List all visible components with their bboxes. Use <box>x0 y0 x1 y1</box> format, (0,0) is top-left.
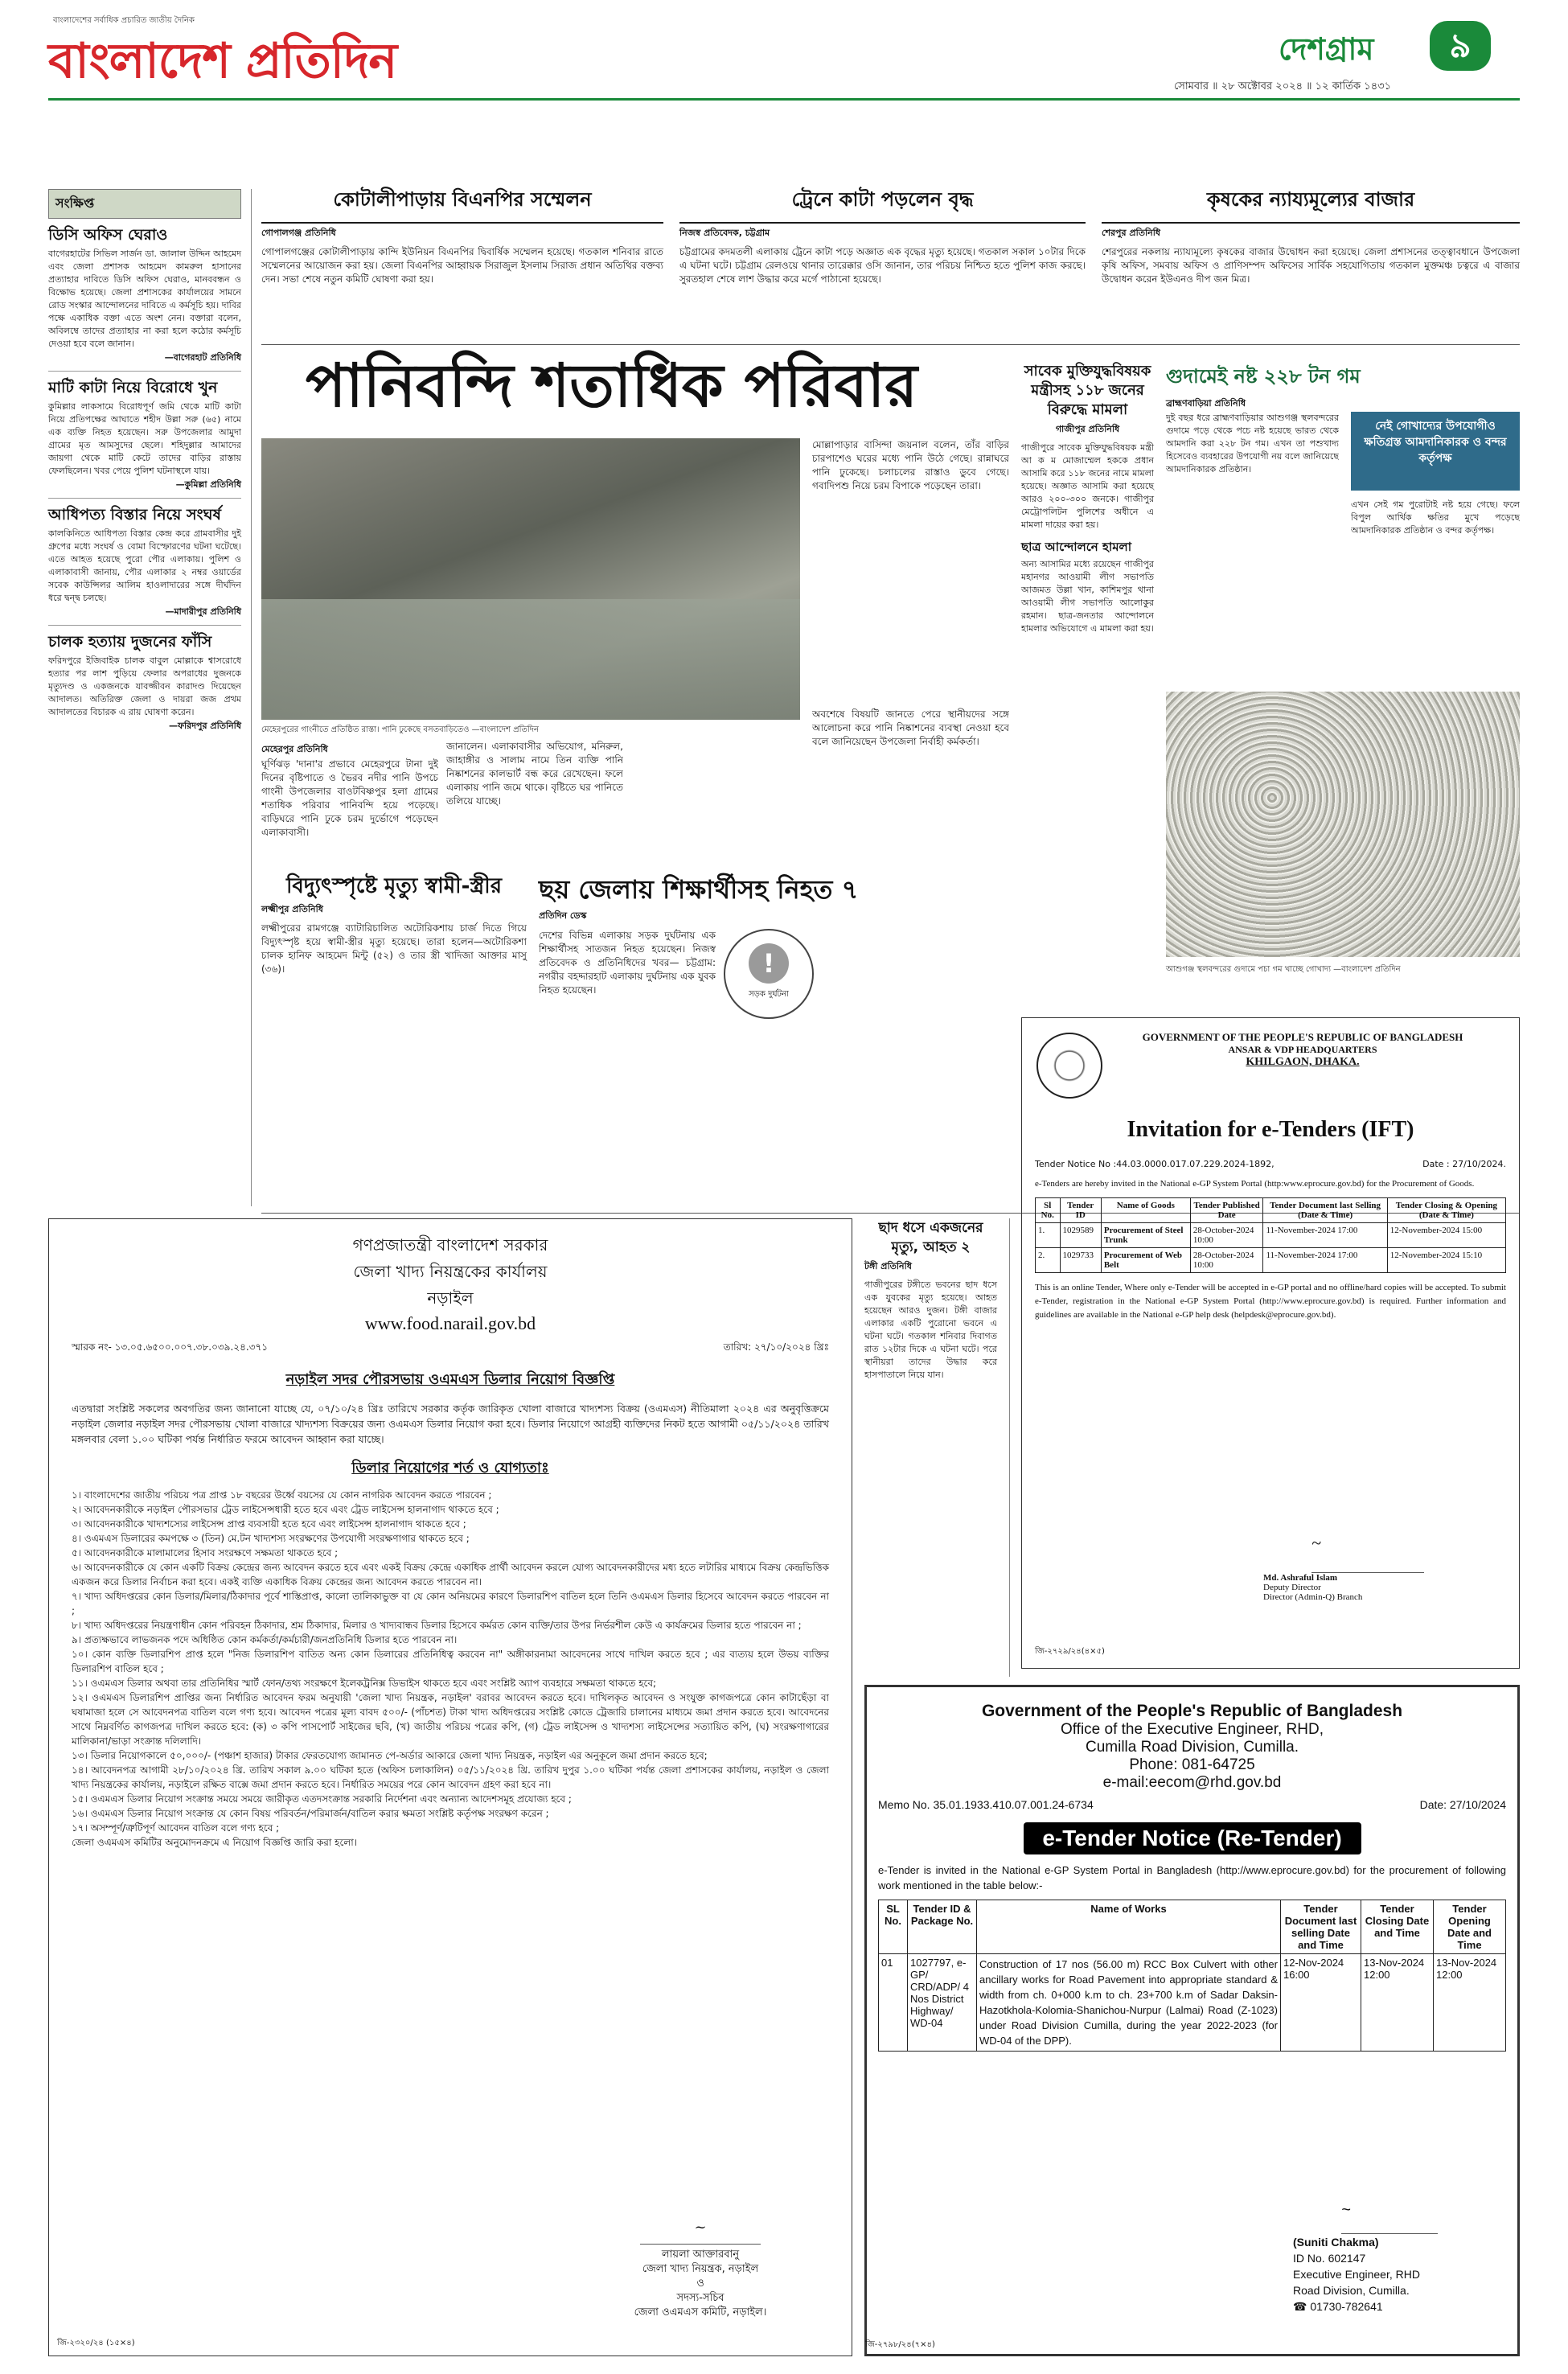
six-district-title: ছয় জেলায় শিক্ষার্থীসহ নিহত ৭ <box>539 874 859 905</box>
food-ad-memo: স্মারক নং- ১৩.০৫.৬৫০০.০০৭.৩৮.০৩৯.২৪.৩৭১ <box>72 1341 269 1353</box>
table-header: Tender Published Date <box>1190 1198 1263 1223</box>
table-header: Tender ID <box>1060 1198 1101 1223</box>
lead-photo-caption: মেহেরপুরের গাংনীতে প্রতিষ্ঠিত রাস্তা। পানি ঢুকেছে বসতবাড়িতেও —বাংলাদেশ প্রতিদিন <box>261 725 540 734</box>
phone-icon: ☎ <box>1293 2300 1311 2313</box>
article-body: শেরপুরের নকলায় ন্যায্যমূল্যে কৃষকের বাজার উদ্বোধন করা হয়েছে। জেলা প্রশাসনের তত্ত্বাবধানে উপজেলা কৃষি অফিস, সমবায় অফিস ও প্রাণিসম্পদ অফিসের সার্বিক সহযোগিতায় গতকাল মুক্তমঞ্চ চত্বরে এ বাজার উদ্বোধন করেন ইউএনও দীপ জন মিত্র। <box>1102 246 1520 285</box>
side-story-subtitle: ছাত্র আন্দোলনে হামলা <box>1021 540 1132 554</box>
article-byline: গোপালগঞ্জ প্রতিনিধি <box>261 228 336 238</box>
gom-highlight-box <box>1351 412 1520 491</box>
flood-water <box>261 599 800 720</box>
ad-code: জি-২৭২৯/২৪(৪×৫) <box>1035 1647 1105 1656</box>
table-cell: 1. <box>1036 1223 1061 1248</box>
rhd-office: Office of the Executive Engineer, RHD, <box>1060 1721 1324 1738</box>
condition-item: ১৭। অসম্পূর্ণ/ত্রুটিপূর্ণ আবেদন বাতিল বলে গণ্য হবে ; <box>72 1822 280 1834</box>
brief-title: ডিসি অফিস ঘেরাও <box>48 226 168 244</box>
ift-table <box>1035 1197 1506 1273</box>
ift-intro: e-Tenders are hereby invited in the National e-GP System Portal (http:www.eprocure.gov.bd) for the Procurement of Goods. <box>1035 1179 1475 1189</box>
table-header-row <box>879 1900 1506 1954</box>
food-ad-memo-row <box>72 1341 829 1357</box>
electro-title: বিদ্যুৎস্পৃষ্টে মৃত্যু স্বামী-স্ত্রীর <box>285 874 503 898</box>
food-ad-signature <box>572 2220 829 2320</box>
signer-phone: 01730-782641 <box>1310 2300 1383 2313</box>
table-cell: Procurement of Web Belt <box>1101 1248 1190 1273</box>
rhd-title-text: e-Tender Notice (Re-Tender) <box>1042 1826 1342 1850</box>
roof-body: গাজীপুরের টঙ্গীতে ভবনের ছাদ ধসে এক যুবকের মৃত্যু হয়েছে। আহত হয়েছেন আরও দুজন। টঙ্গী বাজার এলাকার একটি পুরোনো ভবনে এ ঘটনা ঘটে। গতকাল শনিবার দিবাগত রাত ১২টার দিকে এ ঘটনা ঘটে। পরে স্থানীয়রা তাদের উদ্ধার করে হাসপাতালে নিয়ে যান। <box>864 1279 997 1380</box>
ift-place: KHILGAON, DHAKA. <box>1246 1056 1360 1068</box>
condition-item: ৮। খাদ্য অধিদপ্তরের নিয়ন্ত্রণাধীন কোন পরিবহন ঠিকাদার, শ্রম ঠিকাদার, মিলার ও খাদ্যবান্ধব ডিলার হিসেবে কর্মরত কোন ব্যক্তি/তার উপর নির্ভরশীল কেউ এ কার্যক্রমের ডিলার হতে পারবেন না ; <box>72 1620 802 1631</box>
signer-title: Executive Engineer, RHD <box>1293 2268 1420 2281</box>
sidebar-divider <box>251 189 252 1206</box>
condition-item: ৪। ওএমএস ডিলারের কমপক্ষে ৩ (তিন) মে.টন খাদ্যশস্য সংরক্ষণের উপযোগী সংরক্ষণাগার থাকতে হবে ; <box>72 1533 470 1544</box>
table-cell: 28-October-2024 10:00 <box>1190 1248 1263 1273</box>
gom-title: গুদামেই নষ্ট ২২৮ টন গম <box>1166 365 1361 388</box>
table-header: Name of Goods <box>1101 1198 1190 1223</box>
rhd-title <box>1024 1822 1361 1854</box>
rhd-date: Date: 27/10/2024 <box>1419 1798 1506 1811</box>
page-number: ৯ <box>1449 26 1472 65</box>
condition-item: জেলা ওএমএস কমিটির অনুমোদনক্রমে এ নিয়োগ বিজ্ঞপ্তি জারি করা হলো। <box>72 1837 358 1848</box>
signer-title: Deputy Director <box>1263 1583 1321 1592</box>
gom-byline: ব্রাহ্মণবাড়িয়া প্রতিনিধি <box>1166 398 1246 409</box>
rhd-memo: Memo No. 35.01.1933.410.07.001.24-6734 <box>878 1798 1094 1811</box>
ift-hq: ANSAR & VDP HEADQUARTERS <box>1228 1044 1377 1055</box>
signer-and: ও <box>696 2277 704 2290</box>
signer-name: (Suniti Chakma) <box>1293 2236 1379 2249</box>
brief-column <box>48 189 241 1206</box>
brief-header <box>48 189 241 219</box>
signer-name: Md. Ashraful Islam <box>1263 1573 1337 1583</box>
brief-header-text: সংক্ষিপ্ত <box>55 195 95 211</box>
table-cell: 01 <box>879 1954 908 2052</box>
section-label: দেশগ্রাম <box>1279 31 1374 67</box>
article-title: কৃষকের ন্যায্যমূল্যের বাজার <box>1102 185 1520 224</box>
gom-story <box>1166 362 1520 997</box>
masthead-rule <box>48 98 1520 101</box>
brief-title: চালক হত্যায় দুজনের ফাঁসি <box>48 633 212 651</box>
ift-date: Date : 27/10/2024. <box>1422 1159 1506 1169</box>
signer-id: ID No. 602147 <box>1293 2252 1366 2265</box>
brief-title: মাটি কাটা নিয়ে বিরোধে খুন <box>48 379 218 396</box>
table-header: SL No. <box>879 1900 908 1954</box>
ad-code: জি-২৭৯৮/২৪(৭×৪) <box>865 2340 935 2349</box>
accident-badge <box>724 929 814 1019</box>
table-cell: Construction of 17 nos (56.00 m) RCC Box Culvert with other ancillary works for Road Pavement into appropriate standard & width from ch. 0+000 k.m to ch. 23+700 k.m of Sadar Daksin-Hazotkhola-Kolomia-Shanichou-Nurpur (Lalmai) Road (Z-1023) under Road Division Cumilla, during the year 2022-2023 (for WD-04 of the DPP). <box>977 1954 1281 2052</box>
signature-mark: ~ <box>640 2220 761 2245</box>
condition-item: ১০। কোন ব্যক্তি ডিলারশিপ প্রাপ্ত হলে "নিজ ডিলারশিপ বাতিত অন্য কোন ডিলারের প্রতিনিধিত্ব করবেন না" অঙ্গীকারনামা আবেদনের সাথে দাখিল করতে হবে ; এর ব্যত্যয় হলে উভয় ব্যক্তির ডিলারশিপ বাতিল হবে ; <box>72 1649 829 1674</box>
article-body: চট্টগ্রামের কদমতলী এলাকায় ট্রেনে কাটা পড়ে অজ্ঞাত এক বৃদ্ধের মৃত্যু হয়েছে। গতকাল সকাল ১০টার দিকে এ ঘটনা ঘটে। চট্টগ্রাম রেলওয়ে থানার তারেক্কার ওসি জানান, তার পরিচয় নিশ্চিত হতে পুলিশ কাজ করছে। সুরতহাল শেষে লাশ উদ্ধার করে মর্গে পাঠানো হয়েছে। <box>679 246 1086 285</box>
six-district-body: দেশের বিভিন্ন এলাকায় সড়ক দুর্ঘটনায় এক শিক্ষার্থীসহ সাতজন নিহত হয়েছেন। নিজস্ব প্রতিবেদক ও প্রতিনিধিদের খবর— চট্টগ্রাম: নগরীর বহদ্দারহাট এলাকায় দুর্ঘটনায় এক যুবক নিহত হয়েছেন। <box>539 930 716 996</box>
rhd-signature <box>1293 2202 1510 2314</box>
signature-mark: ~ <box>1311 1533 1424 1573</box>
electro-body: লক্ষ্মীপুরের রামগঞ্জে ব্যাটারিচালিত অটোরিকশায় চার্জ দিতে গিয়ে বিদ্যুৎস্পৃষ্ট হয়ে স্বামী-স্ত্রীর মৃত্যু হয়েছে। তারা হলেন—অটোরিকশা চালক হানিফ আহমেদ মিন্টু (৫২) ও তার স্ত্রী খাদিজা আক্তার মাসু (৩৬)। <box>261 922 527 975</box>
article-byline: শেরপুর প্রতিনিধি <box>1102 228 1161 238</box>
accident-badge-label: সড়ক দুর্ঘটনা <box>749 990 789 999</box>
brief-item <box>48 505 241 626</box>
table-cell: 13-Nov-2024 12:00 <box>1434 1954 1506 2052</box>
top-article <box>1102 185 1520 338</box>
article-title: ট্রেনে কাটা পড়লেন বৃদ্ধ <box>679 185 1086 224</box>
table-cell: 12-November-2024 15:10 <box>1387 1248 1505 1273</box>
ift-notice: Tender Notice No :44.03.0000.017.07.229.2024-1892, <box>1035 1159 1275 1169</box>
condition-item: ৫। আবেদনকারীকে মালামালের হিসাব সংরক্ষণে সক্ষমতা থাকতে হবে ; <box>72 1547 339 1559</box>
ift-signature <box>1263 1533 1504 1602</box>
food-ad <box>48 1218 852 2356</box>
condition-item: ১৪। আবেদনপত্র আগামী ২৮/১০/২০২৪ খ্রি. তারিখ সকাল ৯.০০ ঘটিকা হতে (অফিস চলাকালিন) ০৫/১১/২০২৪ খ্রি. তারিখ দুপুর ১.০০ ঘটিকা পর্যন্ত জেলা প্রশাসকের কার্যালয়, নড়াইল ও জেলা খাদ্য নিয়ন্ত্রকের কার্যালয়, নড়াইলে রক্ষিত বাক্সে জমা প্রদান করতে হবে। নির্ধারিত সময়ের পরে কোন আবেদন গ্রহণ করা হবে না। <box>72 1764 829 1790</box>
signer-committee: জেলা ওএমএস কমিটি, নড়াইল। <box>634 2306 767 2319</box>
top-article <box>679 185 1086 338</box>
brief-byline: —মাদারীপুর প্রতিনিধি <box>165 606 241 617</box>
ift-gov: GOVERNMENT OF THE PEOPLE'S REPUBLIC OF BANGLADESH <box>1142 1031 1463 1043</box>
food-ad-web: www.food.narail.gov.bd <box>364 1313 536 1333</box>
lead-col: অবশেষে বিষয়টি জানতে পেরে স্থানীয়দের সঙ্গে আলোচনা করে পানি নিষ্কাশনের ব্যবস্থা নেওয়া হবে বলে জানিয়েছেন উপজেলা নির্বাহী কর্মকর্তা। <box>812 709 1009 747</box>
condition-item: ১১। ওএমএস ডিলার অথবা তার প্রতিনিধির স্মার্ট ফোন/তথ্য সংরক্ষণে ইলেকট্রনিক্স ডিভাইস থাকতে হবে এবং সংশ্লিষ্ট অ্যাপ ব্যবহারে সক্ষমতা থাকতে হবে; <box>72 1678 657 1689</box>
column-divider <box>1009 1218 1010 1677</box>
table-row <box>1036 1223 1506 1248</box>
table-cell: 2. <box>1036 1248 1061 1273</box>
brief-body: কালকিনিতে আধিপত্য বিস্তার কেন্দ্র করে গ্রামবাসীর দুই গ্রুপের মধ্যে সংঘর্ষ ও বোমা বিস্ফোরণের ঘটনা ঘটেছে। এতে আহত হয়েছে পুরো পৌর এলাকায়। পুলিশ ও এলাকাবাসী জানায়, পৌর এলাকার ২ নম্বর ওয়ার্ডের সবেক কাউন্সিলর আলিম হাওলাদারের সঙ্গে দীর্ঘদিন ধরে দ্বন্দ্ব চলছে। <box>48 528 241 603</box>
signer-name: লায়লা আক্তারবানু <box>661 2249 740 2261</box>
table-cell: 1027797, e-GP/ CRD/ADP/ 4 Nos District Highway/ WD-04 <box>908 1954 977 2052</box>
food-ad-intro: এতদ্বারা সংশ্লিষ্ট সকলের অবগতির জন্য জানানো যাচ্ছে যে, ০৭/১০/২৪ খ্রিঃ তারিখে সরকার কর্তৃক জারিকৃত খোলা বাজারে খাদ্যশস্য বিক্রয় (ওএমএস) নীতিমালা ২০২৪ এর অনুবৃত্তিক্রমে নড়াইল জেলার নড়াইল সদর পৌরসভায় খোলা বাজারে খাদ্যশস্য বিক্রয়ের জন্য ওএমএস ডিলার নিয়োগ করা হবে। ডিলার নিয়োগে আগ্রহী ব্যক্তিদের নিকট হতে আগামী ০৫/১১/২০২৪ তারিখ মঙ্গলবার বেলা ১.০০ ঘটিকা পর্যন্ত নির্ধারিত ফরমে আবেদন আহ্বান করা যাচ্ছে। <box>72 1403 829 1445</box>
roof-byline: টঙ্গী প্রতিনিধি <box>864 1261 912 1271</box>
brief-item <box>48 225 241 372</box>
table-header: Name of Works <box>977 1900 1281 1954</box>
gom-photo <box>1166 692 1520 957</box>
side-story-subbody: অন্য আসামির মধ্যে রয়েছেন গাজীপুর মহানগর আওয়ামী লীগ সভাপতি আজমত উল্লা খান, কাশিমপুর থানা আওয়ামী লীগ সভাপতি আলোকুর রহমান। ছাত্র-জনতার আন্দোলনে হামলার অভিযোগে এ মামলা করা হয়। <box>1021 559 1154 634</box>
six-district-story <box>539 873 1009 1210</box>
table-cell: 1029589 <box>1060 1223 1101 1248</box>
signer-title: জেলা খাদ্য নিয়ন্ত্রক, নড়াইল <box>642 2263 759 2275</box>
food-ad-office: জেলা খাদ্য নিয়ন্ত্রকের কার্যালয় <box>353 1262 548 1281</box>
food-ad-conditions <box>72 1488 829 1850</box>
article-body: গোপালগঞ্জের কোটালীপাড়ায় কান্দি ইউনিয়ন বিএনপির দ্বিবার্ষিক সম্মেলন হয়েছে। গতকাল শনিবার রাতে সম্মেলনের আয়োজন করা হয়। জেলা বিএনপির আহ্বায়ক সিরাজুল ইসলাম সিরাজ প্রধান অতিথির বক্তব্য দেন। সভা শেষে নতুন কমিটি ঘোষণা করা হয়। <box>261 246 663 285</box>
electro-story <box>261 873 527 1210</box>
condition-item: ৬। আবেদনকারীকে যে কোন একটি বিক্রয় কেন্দ্রের জন্য আবেদন করতে হবে এবং একই বিক্রয় কেন্দ্রে একাধিক প্রার্থী আবেদন করলে যোগ্য আবেদনকারীদের মধ্য হতে লটারির মাধ্যমে বিক্রয় কেন্দ্রভিত্তিক একজন করে ডিলার নির্বাচন করা হবে। একই ব্যক্তি একাধিক বিক্রয় কেন্দ্রের জন্য আবেদন করতে পারবেন না। <box>72 1562 829 1587</box>
article-title: কোটালীপাড়ায় বিএনপির সম্মেলন <box>261 185 663 224</box>
ift-title: Invitation for e-Tenders (IFT) <box>1127 1117 1414 1142</box>
ift-notice-row <box>1035 1159 1506 1169</box>
lead-col: মোল্লাপাড়ার বাসিন্দা জয়নাল বলেন, তাঁর বাড়ির চারপাশেও ঘরের মধ্যে পানি উঠে গেছে। রান্নাঘরে পানি ঢুকেছে। চলাচলের রাস্তাও ডুবে গেছে। গবাদিপশু নিয়ে চরম বিপাকে পড়েছেন তারা। <box>812 439 1009 491</box>
rhd-gov: Government of the People's Republic of Bangladesh <box>981 1702 1403 1720</box>
masthead-logo <box>48 24 396 88</box>
condition-item: ৯। প্রত্যক্ষভাবে লাভজনক পদে অধিষ্ঠিত কোন কর্মকর্তা/কর্মচারী/জনপ্রতিনিধি ডিলার হতে পারবেন না। <box>72 1634 458 1645</box>
brief-body: কুমিল্লার লাকসামে বিরোধপূর্ণ জমি থেকে মাটি কাটা নিয়ে প্রতিপক্ষের আঘাতে শহীদ উল্লা সরু (৬৫) নামে এক ব্যক্তি নিহত হয়েছেন। সরু উপজেলার আমুদা গ্রামের মৃত আমসুদের ছেলে। শহিদুল্লার আমাদের জায়গা থেকে মাটি কেটে তাদের বাড়ির রাস্তায় ফেলছিলেন। খবর পেয়ে পুলিশ ঘটনাস্থলে যায়। <box>48 401 241 476</box>
rhd-ad <box>864 1685 1520 2356</box>
gom-photo-caption: আশুগঞ্জ স্থলবন্দরের গুদামে পচা গম খাচ্ছে গোখাদ্য —বাংলাদেশ প্রতিদিন <box>1166 965 1401 974</box>
food-ad-place: নড়াইল <box>427 1288 474 1308</box>
logo-text: বাংলাদেশ প্রতিদিন <box>48 33 397 89</box>
signature-mark: ~ <box>1341 2202 1438 2234</box>
lead-col: জানালেন। এলাকাবাসীর অভিযোগ, মনিরুল, জাহাঙ্গীর ও সালাম নামে তিন ব্যক্তি পানি নিষ্কাশনের কালভার্ট বন্ধ করে রেখেছেন। ফলে এলাকায় পানি জমে থাকে। বৃষ্টিতে ঘর পানিতে তলিয়ে যাচ্ছে। <box>446 741 623 807</box>
table-header: Tender Document last Selling (Date & Time) <box>1263 1198 1387 1223</box>
brief-body: ফরিদপুরে ইজিবাইক চালক বাবুল মোল্লাকে শ্বাসরোধে হত্যার পর লাশ পুড়িয়ে ফেলার অপরাধের দুজনকে মৃত্যুদণ্ড ও একজনকে যাবজ্জীবন কারাদণ্ড দিয়েছেন আদালত। অতিরিক্ত জেলা ও দায়রা জজ প্রথম আদালতের বিচারক এ রায় ঘোষণা করেন। <box>48 655 241 717</box>
ift-ad <box>1021 1017 1520 1669</box>
table-cell: 12-Nov-2024 16:00 <box>1281 1954 1361 2052</box>
top-article <box>261 185 663 338</box>
issue-date: সোমবার ॥ ২৮ অক্টোবর ২০২৪ ॥ ১২ কার্তিক ১৪৩১ <box>1174 80 1392 92</box>
brief-title: আধিপত্য বিস্তার নিয়ে সংঘর্ষ <box>48 506 221 524</box>
condition-item: ১৬। ওএমএস ডিলার নিয়োগ সংক্রান্ত যে কোন বিষয় পরিবর্তন/পরিমার্জন/বাতিল করার ক্ষমতা সংশ্লিষ্ট কর্তৃপক্ষ সংরক্ষণ করেন ; <box>72 1808 549 1819</box>
lead-headline: পানিবন্দি শতাধিক পরিবার <box>306 351 917 421</box>
electro-byline: লক্ষ্মীপুর প্রতিনিধি <box>261 904 323 914</box>
food-ad-notice-title: নড়াইল সদর পৌরসভায় ওএমএস ডিলার নিয়োগ বিজ্ঞপ্তি <box>285 1371 615 1388</box>
brief-byline: —কুমিল্লা প্রতিনিধি <box>175 479 241 490</box>
table-header: Tender Closing & Opening (Date & Time) <box>1387 1198 1505 1223</box>
table-cell: 11-November-2024 17:00 <box>1263 1223 1387 1248</box>
signer-phone-row <box>1293 2298 1510 2314</box>
article-byline: নিজস্ব প্রতিবেদক, চট্টগ্রাম <box>679 228 770 238</box>
table-cell: 13-Nov-2024 12:00 <box>1361 1954 1434 2052</box>
table-header-row <box>1036 1198 1506 1223</box>
masthead <box>48 14 1520 111</box>
lead-byline: মেহেরপুর প্রতিনিধি <box>261 744 328 754</box>
masthead-tagline: বাংলাদেশের সর্বাধিক প্রচারিত জাতীয় দৈনিক <box>53 16 195 25</box>
rhd-email: e-mail:eecom@rhd.gov.bd <box>1102 1774 1282 1791</box>
six-district-byline: প্রতিদিন ডেস্ক <box>539 910 587 921</box>
condition-item: ২। আবেদনকারীকে নড়াইল পৌরসভার ট্রেড লাইসেন্সধারী হতে হবে এবং ট্রেড লাইসেন্স হালনাগাদ থাকতে হবে ; <box>72 1504 499 1515</box>
table-cell: 11-November-2024 17:00 <box>1263 1248 1387 1273</box>
side-story-byline: গাজীপুর প্রতিনিধি <box>1055 424 1120 434</box>
condition-item: ১৫। ওএমএস ডিলার নিয়োগ সংক্রান্ত সময়ে সময়ে জারীকৃত এতদসংক্রান্ত সরকারি নির্দেশনা এবং অন্যান্য আদেশসমূহ প্রযোজ্য হবে ; <box>72 1793 572 1805</box>
table-cell: 12-November-2024 15:00 <box>1387 1223 1505 1248</box>
ift-footer: This is an online Tender, Where only e-Tender will be accepted in e-GP portal and no offline/hard copies will be accepted. To submit e-Tender, registration in the National e-GP System Portal (http://www.eprocure.gov.bd) is required. Further information and guidelines are available in the National e-GP help desk (helpdesk@eprocure.gov.bd). <box>1035 1283 1506 1320</box>
rhd-memo-row <box>878 1798 1506 1811</box>
condition-item: ৩। আবেদনকারীকে খাদ্যশস্যের লাইসেন্স প্রাপ্ত ব্যবসায়ী হতে হবে এবং লাইসেন্স হালনাগাদ থাকতে হবে ; <box>72 1518 466 1530</box>
condition-item: ১৩। ডিলার নিয়োগকালে ৫০,০০০/- (পঞ্চাশ হাজার) টাকার ফেরতযোগ্য জামানত পে-অর্ডার আকারে জেলা খাদ্য নিয়ন্ত্রক, নড়াইল এর অনুকূলে জমা প্রদান করতে হবে; <box>72 1750 708 1761</box>
signer-role: সদস্য-সচিব <box>676 2292 724 2304</box>
roof-story <box>864 1218 997 1677</box>
gom-body: দুই বছর ধরে ব্রাহ্মণবাড়িয়ার আশুগঞ্জ স্থলবন্দরের গুদামে পড়ে থেকে পচে নষ্ট হয়েছে ভারত থেকে আমদানি করা ২২৮ টন গম। এখন তা পশুখাদ্য হিসেবেও ব্যবহারের উপযোগী নয় বলে জানিয়েছে আমদানিকারক প্রতিষ্ঠান। <box>1166 413 1339 474</box>
ansar-emblem <box>1036 1033 1102 1099</box>
table-cell: Procurement of Steel Trunk <box>1101 1223 1190 1248</box>
warning-icon: ! <box>749 943 789 984</box>
table-header: Tender Document last selling Date and Time <box>1281 1900 1361 1954</box>
food-ad-conditions-title: ডিলার নিয়োগের শর্ত ও যোগ্যতাঃ <box>351 1460 549 1477</box>
rhd-table <box>878 1900 1506 2052</box>
brief-byline: —বাগেরহাট প্রতিনিধি <box>164 352 241 363</box>
rhd-division: Cumilla Road Division, Cumilla. <box>1085 1739 1299 1756</box>
lead-photo <box>261 438 800 720</box>
signer-division: Road Division, Cumilla. <box>1293 2284 1410 2297</box>
roof-title: ছাদ ধসে একজনের মৃত্যু, আহত ২ <box>878 1220 983 1255</box>
brief-item <box>48 378 241 499</box>
table-cell: 1029733 <box>1060 1248 1101 1273</box>
brief-body: বাগেরহাটের সিভিল সার্জন ডা. জালাল উদ্দিন আহমেদ এবং জেলা প্রশাসক আহমেদ কামরুল হাসানের প্রত্যাহার দাবিতে ডিসি অফিস ঘেরাও, মানববন্ধন ও বিক্ষোভ হয়েছে। জেলা প্রশাসকের কার্যালয়ের সামনে রোড সংস্কার আন্দোলনের দাবিতে এ কর্মসূচি হয়। দাবির পক্ষে একাধিক বক্তা এতে অংশ নেন। বক্তারা বলেন, অবিলম্বে তাদের প্রত্যাহার না করা হলে কঠোর কর্মসূচি দেওয়া হবে বলে জানান। <box>48 248 241 349</box>
condition-item: ৭। খাদ্য অধিদপ্তরের কোন ডিলার/মিলার/ঠিকাদার পূর্বে শাস্তিপ্রাপ্ত, কালো তালিকাভুক্ত বা যে কোন অনিয়মের কারণে ডিলারশিপ বাতিল হলে তিনি ওএমএস ডিলার হিসেবে আবেদন করতে পারবেন না ; <box>72 1591 829 1616</box>
signer-branch: Director (Admin-Q) Branch <box>1263 1592 1363 1602</box>
ad-code: জি-২৩২০/২৪ (১৫×৪) <box>57 2339 135 2347</box>
lead-col: ঘূর্ণিঝড় 'দানা'র প্রভাবে মেহেরপুরে টানা দুই দিনের বৃষ্টিপাতে ও ভৈরব নদীর পানি উপচে গাংনী উপজেলার বাওটবিষ্ণপুর হলা গ্রামের শতাধিক পরিবার পানিবন্দি হয়ে পড়েছে। বাড়িঘরে পানি ঢুকে চরম দুর্ভোগে পড়েছেন এলাকাবাসী। <box>261 758 438 838</box>
table-cell: 28-October-2024 10:00 <box>1190 1223 1263 1248</box>
brief-byline: —ফরিদপুর প্রতিনিধি <box>169 721 241 731</box>
gom-box-text: নেই গোখাদ্যের উপযোগীও ক্ষতিগ্রস্ত আমদানিকারক ও বন্দর কর্তৃপক্ষ <box>1364 420 1507 465</box>
table-header: Sl No. <box>1036 1198 1061 1223</box>
rhd-intro: e-Tender is invited in the National e-GP System Portal in Bangladesh (http://www.eprocure.gov.bd) for the procurement of following work mentioned in the table below:- <box>878 1864 1506 1891</box>
food-ad-date: তারিখ: ২৭/১০/২০২৪ খ্রিঃ <box>723 1341 829 1353</box>
brief-item <box>48 632 241 739</box>
rhd-phone: Phone: 081-64725 <box>1129 1756 1255 1773</box>
table-row <box>1036 1248 1506 1273</box>
table-row <box>879 1954 1506 2052</box>
gom-body: এখন সেই গম পুরোটাই নষ্ট হয়ে গেছে। ফলে বিপুল আর্থিক ক্ষতির মুখে পড়েছে আমদানিকারক প্রতিষ্ঠান ও বন্দর কর্তৃপক্ষ। <box>1351 499 1520 536</box>
table-header: Tender Opening Date and Time <box>1434 1900 1506 1954</box>
table-header: Tender ID & Package No. <box>908 1900 977 1954</box>
side-story-body: গাজীপুরে সাবেক মুক্তিযুদ্ধবিষয়ক মন্ত্রী আ ক ম মোজাম্মেল হককে প্রধান আসামি করে ১১৮ জনের নামে মামলা হয়েছে। অজ্ঞাত আসামি করা হয়েছে আরও ২০০-৩০০ জনকে। গাজীপুর মেট্রোপলিটন পুলিশের অধীনে এ মামলা দায়ের করা হয়। <box>1021 442 1154 530</box>
condition-item: ১। বাংলাদেশের জাতীয় পরিচয় পত্র প্রাপ্ত ১৮ বছরের উর্ধ্বে বয়সের যে কোন নাগরিক আবেদন করতে পারবেন ; <box>72 1489 492 1501</box>
food-ad-gov: গণপ্রজাতন্ত্রী বাংলাদেশ সরকার <box>352 1235 548 1255</box>
condition-item: ১২। ওএমএস ডিলারশিপ প্রাপ্তির জন্য নির্ধারিত আবেদন ফরম অনুযায়ী 'জেলা খাদ্য নিয়ন্ত্রক, নড়াইল' বরাবর আবেদন করতে হবে। দাখিলকৃত আবেদন ও সংযুক্ত কাগজপত্রে কোন কাটাছেঁড়া বা ঘষামাজা হলে সে আবেদনপত্র বাতিল বলে গণ্য হবে। আবেদন পত্রের মূল্য বাবদ ৫০০/- (পাঁচশত) টাকা খাদ্য অধিদপ্তরের সংশ্লিষ্ট কোডে ট্রেজারি চালানের মাধ্যমে জমা প্রদান করতে হবে। আবেদনের সাথে নিম্নবর্ণিত কাগজপত্র দাখিল করতে হবে: (ক) ৩ কপি পাসপোর্ট সাইজের ছবি, (খ) জাতীয় পরিচয় পত্রের কপি, (গ) ট্রেড লাইসেন্স ও খাদ্যশস্য লাইসেন্সের সত্যায়িত কপি, (ঘ) সংরক্ষণাগারের মালিকানা/ভাড়া সংক্রান্ত দলিলাদি। <box>72 1692 829 1747</box>
page-number-badge <box>1430 21 1491 71</box>
side-story-title: সাবেক মুক্তিযুদ্ধবিষয়ক মন্ত্রীসহ ১১৮ জনের বিরুদ্ধে মামলা <box>1024 363 1151 418</box>
table-header: Tender Closing Date and Time <box>1361 1900 1434 1954</box>
